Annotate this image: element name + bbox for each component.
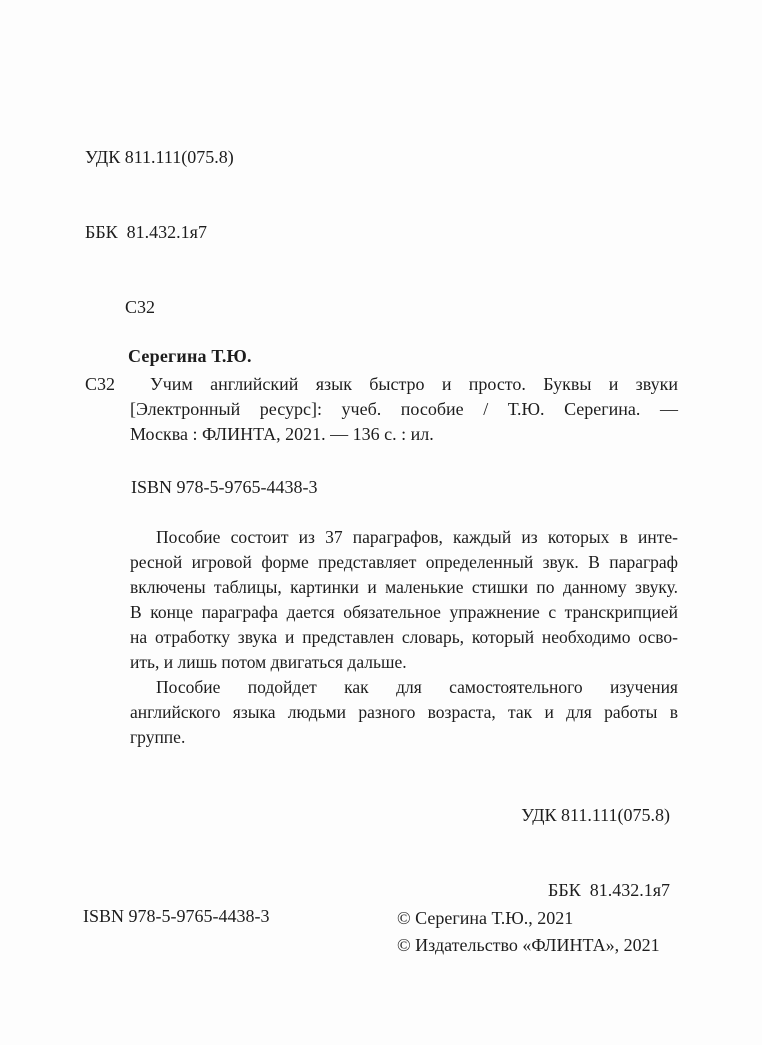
copyright-block	[397, 905, 660, 959]
copyright-publisher: © Издательство «ФЛИНТА», 2021	[397, 935, 660, 955]
text-line: Москва : ФЛИНТА, 2021. — 136 с. : ил.	[130, 424, 434, 444]
text-line: ресной игровой форме представляет определенный звук. В параграф	[130, 552, 678, 572]
copyright-author: © Серегина Т.Ю., 2021	[397, 908, 574, 928]
author-name: Серегина Т.Ю.	[128, 346, 252, 366]
text-line: английского языка людьми разного возраста, так и для работы в	[130, 702, 678, 722]
author-sign-code-entry: С32	[85, 374, 116, 394]
text-line: В конце параграфа дается обязательное упражнение с транскрипцией	[130, 602, 678, 622]
author-sign-code-top: С32	[125, 297, 156, 317]
udc-code-bottom: УДК 811.111(075.8)	[521, 805, 670, 825]
bbk-code-top: ББК 81.432.1я7	[85, 222, 207, 242]
text-line: [Электронный ресурс]: учеб. пособие / Т.Ю. Серегина. —	[130, 399, 678, 419]
isbn-footer: ISBN 978-5-9765-4438-3	[83, 906, 270, 926]
text-line: Пособие подойдет как для самостоятельного изучения	[156, 677, 678, 697]
text-line: включены таблицы, картинки и маленькие стишки по данному звуку.	[130, 577, 678, 597]
annotation-paragraph-1	[130, 525, 678, 675]
udc-code-top: УДК 811.111(075.8)	[85, 147, 234, 167]
text-line: группе.	[130, 727, 186, 747]
annotation-paragraph-2	[130, 675, 678, 750]
bbk-code-bottom: ББК 81.432.1я7	[548, 880, 670, 900]
text-line: на отработку звука и представлен словарь, который необходимо осво-	[130, 627, 678, 647]
text-line: Учим английский язык быстро и просто. Буквы и звуки	[150, 374, 678, 394]
isbn-line: ISBN 978-5-9765-4438-3	[131, 477, 318, 497]
text-line: ить, и лишь потом двигаться дальше.	[130, 652, 407, 672]
bibliographic-description	[130, 372, 678, 447]
text-line: Пособие состоит из 37 параграфов, каждый из которых в инте-	[156, 527, 678, 547]
top-classification-block	[85, 95, 234, 370]
annotation-block	[130, 525, 678, 750]
